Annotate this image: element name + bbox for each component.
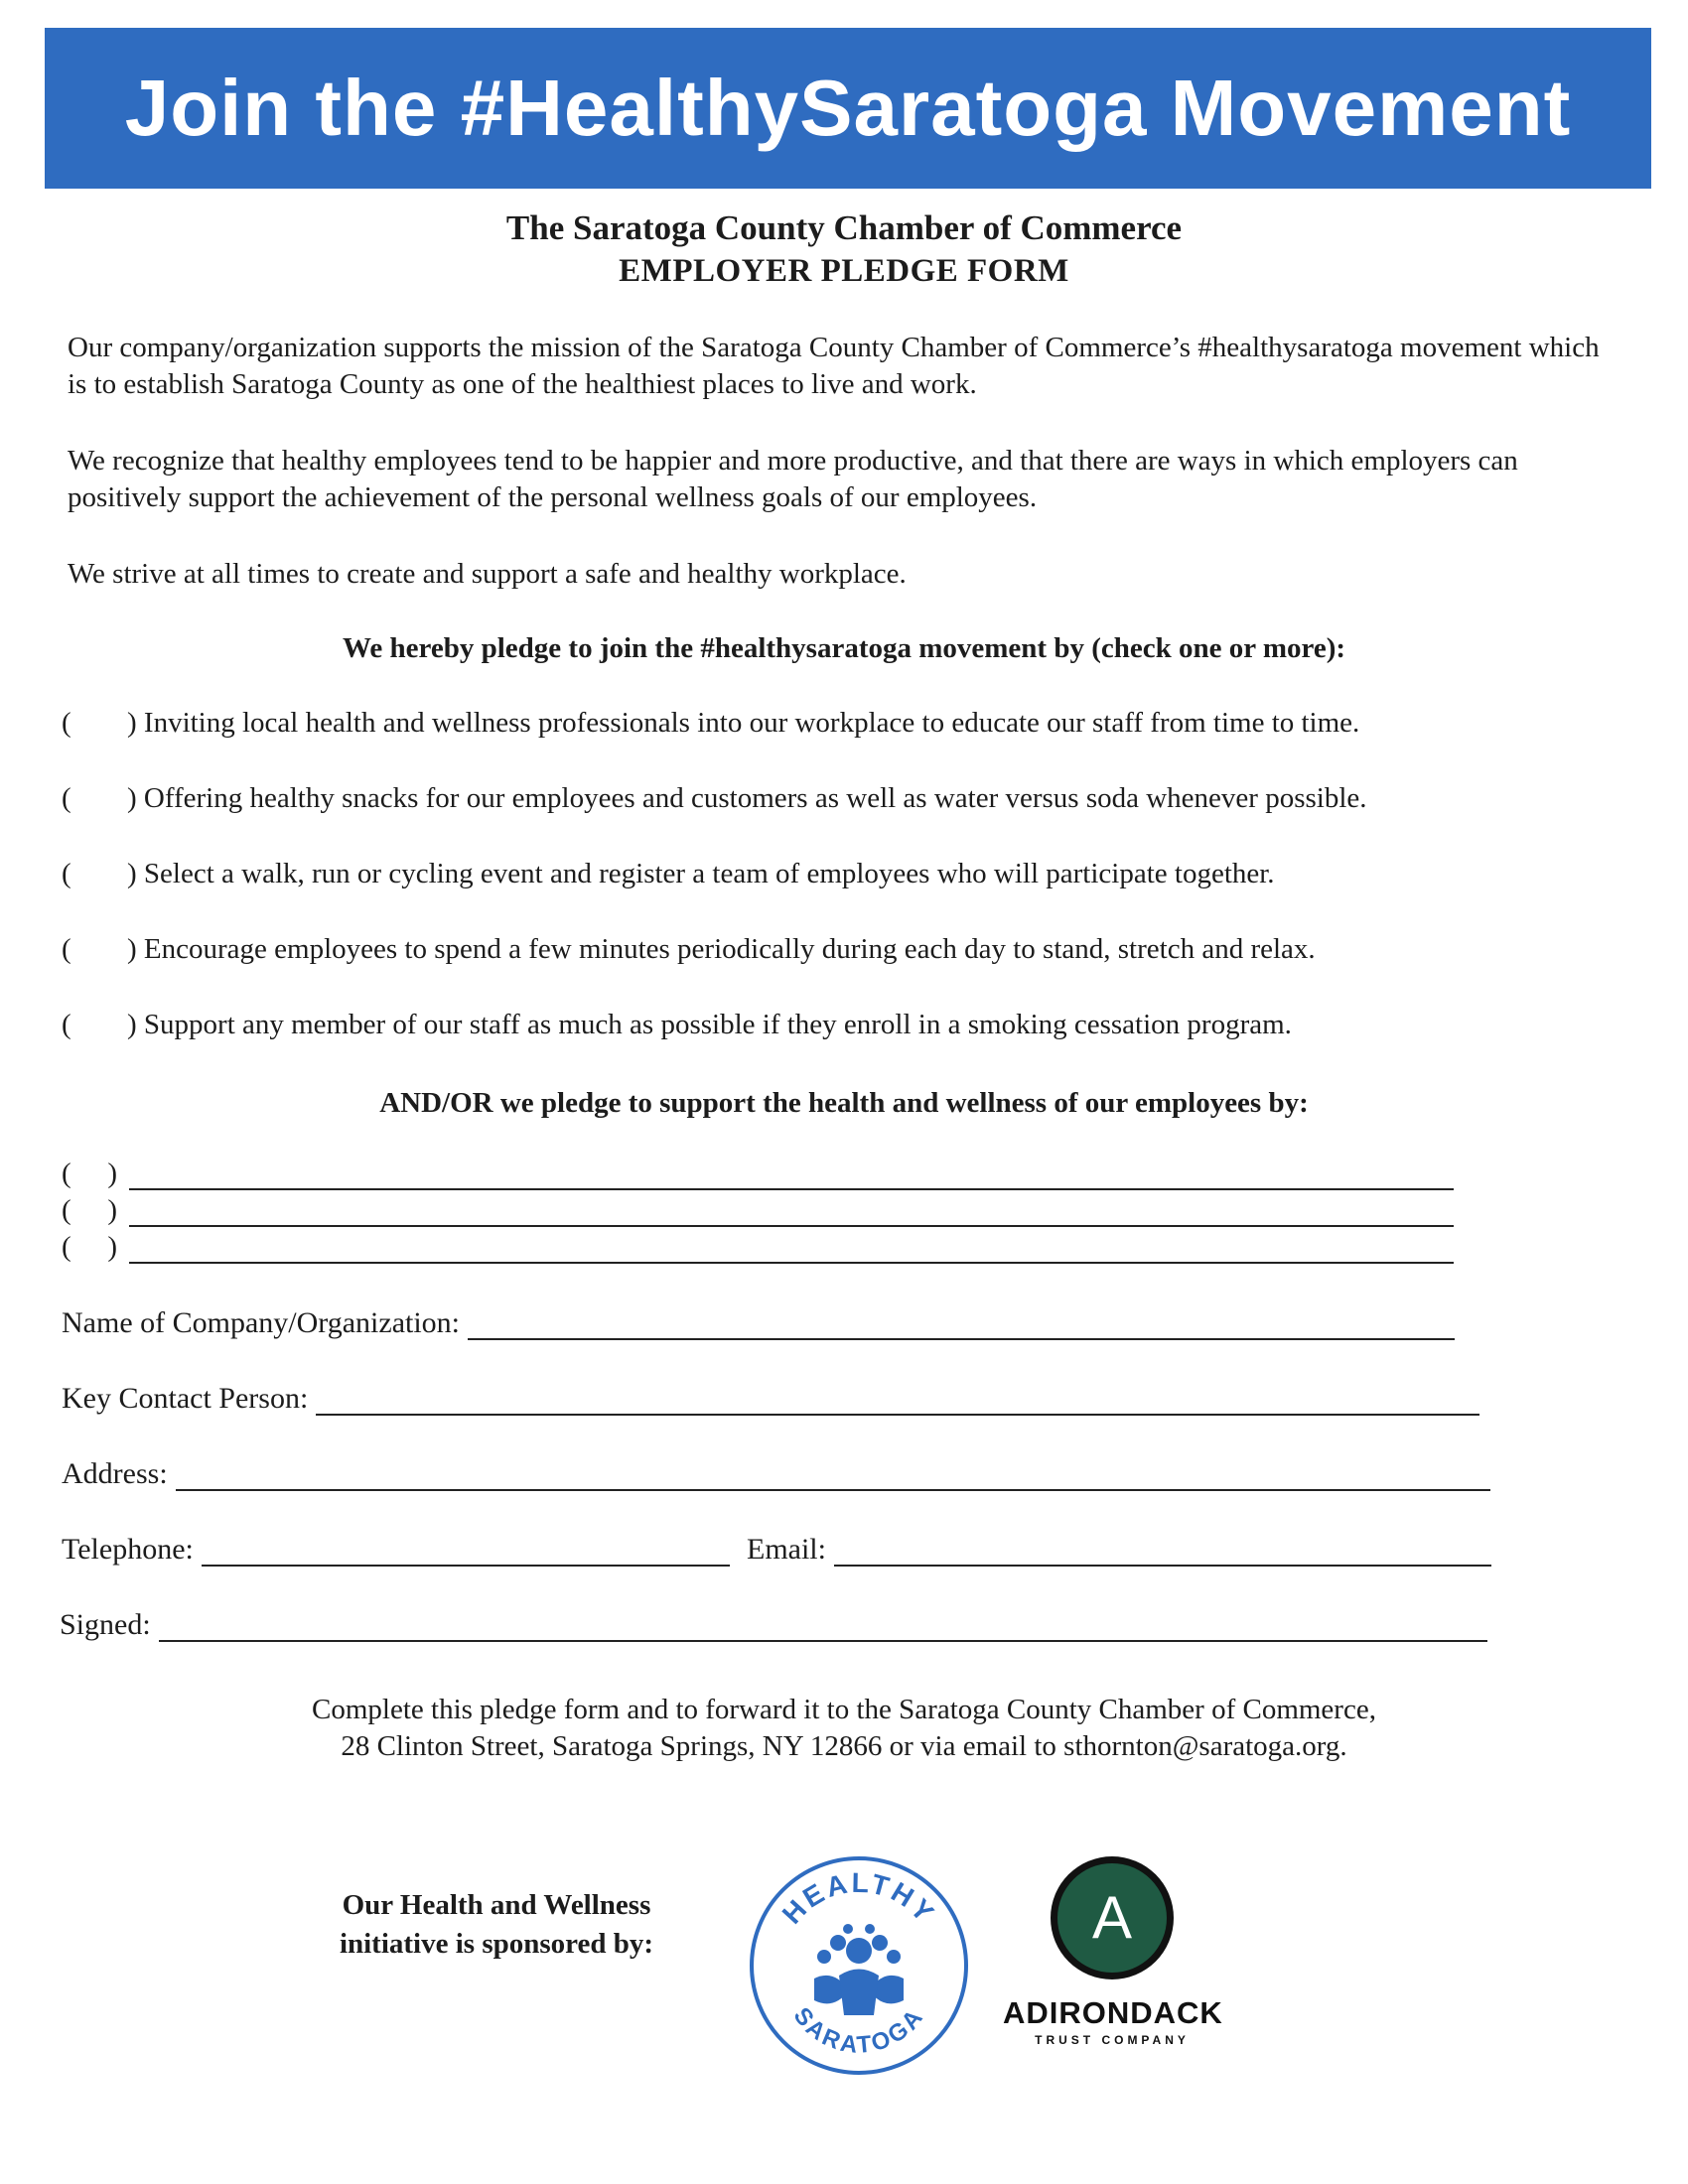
adirondack-subtitle: TRUST COMPANY: [1035, 2033, 1190, 2047]
adirondack-trust-logo: [1003, 1856, 1221, 2055]
healthy-saratoga-logo: [745, 1851, 973, 2080]
company-field-row: [62, 1306, 1455, 1340]
signature-input[interactable]: [159, 1612, 1487, 1642]
custom-pledge-row-1[interactable]: [62, 1158, 1454, 1190]
email-field-row: [747, 1533, 1491, 1567]
checkbox[interactable]: (: [62, 858, 71, 889]
adirondack-emblem: [1051, 1856, 1174, 1979]
svg-text:A: A: [1091, 1884, 1133, 1951]
checkbox[interactable]: (: [62, 1009, 71, 1040]
pledge-option-5[interactable]: [62, 1009, 1630, 1041]
email-label: Email:: [747, 1533, 826, 1566]
custom-pledge-row-3[interactable]: [62, 1231, 1454, 1264]
pledge-option-1[interactable]: [62, 707, 1630, 740]
pledge-option-label: ) Offering healthy snacks for our employees and customers as well as water versus soda whenever possible.: [127, 782, 1367, 814]
email-input[interactable]: [834, 1537, 1491, 1567]
checkbox[interactable]: (: [62, 782, 71, 814]
healthy-saratoga-logo-graphic: [745, 1851, 973, 2080]
checkbox[interactable]: ( ): [62, 1231, 117, 1263]
pledge-option-2[interactable]: [62, 782, 1630, 815]
recognition-paragraph: We recognize that healthy employees tend to be happier and more productive, and that there are ways in which employers can positively support the achievement of the personal wellness goals of our employees.: [68, 445, 1518, 513]
checkbox[interactable]: (: [62, 933, 71, 965]
address-input[interactable]: [176, 1461, 1490, 1491]
pledge-option-label: ) Select a walk, run or cycling event and register a team of employees who will participate together.: [127, 858, 1275, 889]
custom-pledge-heading: AND/OR we pledge to support the health and wellness of our employees by:: [379, 1087, 1309, 1119]
telephone-label: Telephone:: [62, 1533, 194, 1566]
adirondack-a-icon: [1077, 1883, 1147, 1953]
custom-pledge-input[interactable]: [129, 1236, 1454, 1264]
logo-bottom-text: SARATOGA: [787, 2002, 930, 2059]
contact-input[interactable]: [316, 1386, 1479, 1416]
pledge-option-label: ) Encourage employees to spend a few minutes periodically during each day to stand, stretch and relax.: [127, 933, 1316, 965]
checkbox[interactable]: ( ): [62, 1194, 117, 1226]
instructions-line-1: Complete this pledge form and to forward it to the Saratoga County Chamber of Commerce,: [312, 1694, 1376, 1725]
custom-pledge-row-2[interactable]: [62, 1194, 1454, 1227]
splash-icon: [814, 1924, 904, 2015]
pledge-option-3[interactable]: [62, 858, 1630, 890]
pledge-option-label: ) Support any member of our staff as much as possible if they enroll in a smoking cessation program.: [127, 1009, 1292, 1040]
contact-label: Key Contact Person:: [62, 1382, 309, 1415]
organization-heading: The Saratoga County Chamber of Commerce: [505, 208, 1183, 247]
mission-paragraph: Our company/organization supports the mission of the Saratoga County Chamber of Commerce’s #healthysaratoga movement which is to establish Saratoga County as one of the healthiest places to live and work.: [68, 332, 1600, 400]
address-label: Address:: [62, 1457, 168, 1490]
custom-pledge-input[interactable]: [129, 1199, 1454, 1227]
workplace-paragraph: We strive at all times to create and support a safe and healthy workplace.: [68, 558, 907, 590]
telephone-input[interactable]: [202, 1537, 730, 1567]
address-field-row: [62, 1457, 1490, 1491]
signed-field-row: [60, 1608, 1487, 1642]
sponsor-line-2: initiative is sponsored by:: [339, 1928, 654, 1960]
adirondack-name: ADIRONDACK: [1003, 1995, 1223, 2030]
telephone-field-row: [62, 1533, 730, 1567]
pledge-option-label: ) Inviting local health and wellness professionals into our workplace to educate our staff from time to time.: [127, 707, 1360, 739]
custom-pledge-input[interactable]: [129, 1162, 1454, 1190]
logo-top-text: HEALTHY: [775, 1866, 942, 1930]
pledge-heading: We hereby pledge to join the #healthysaratoga movement by (check one or more):: [342, 632, 1346, 664]
pledge-option-4[interactable]: [62, 933, 1630, 966]
banner-title: Join the #HealthySaratoga Movement: [124, 64, 1572, 152]
checkbox[interactable]: (: [62, 707, 71, 739]
sponsor-text: [288, 1886, 705, 1964]
sponsor-line-1: Our Health and Wellness: [342, 1889, 651, 1921]
company-label: Name of Company/Organization:: [62, 1306, 461, 1339]
checkbox[interactable]: ( ): [62, 1158, 117, 1189]
signed-label: Signed:: [60, 1608, 151, 1641]
title-banner: [45, 28, 1651, 189]
instructions-line-2: 28 Clinton Street, Saratoga Springs, NY 12866 or via email to sthornton@saratoga.org.: [341, 1730, 1347, 1762]
form-title: EMPLOYER PLEDGE FORM: [619, 253, 1069, 289]
company-input[interactable]: [468, 1310, 1455, 1340]
contact-field-row: [62, 1382, 1479, 1416]
